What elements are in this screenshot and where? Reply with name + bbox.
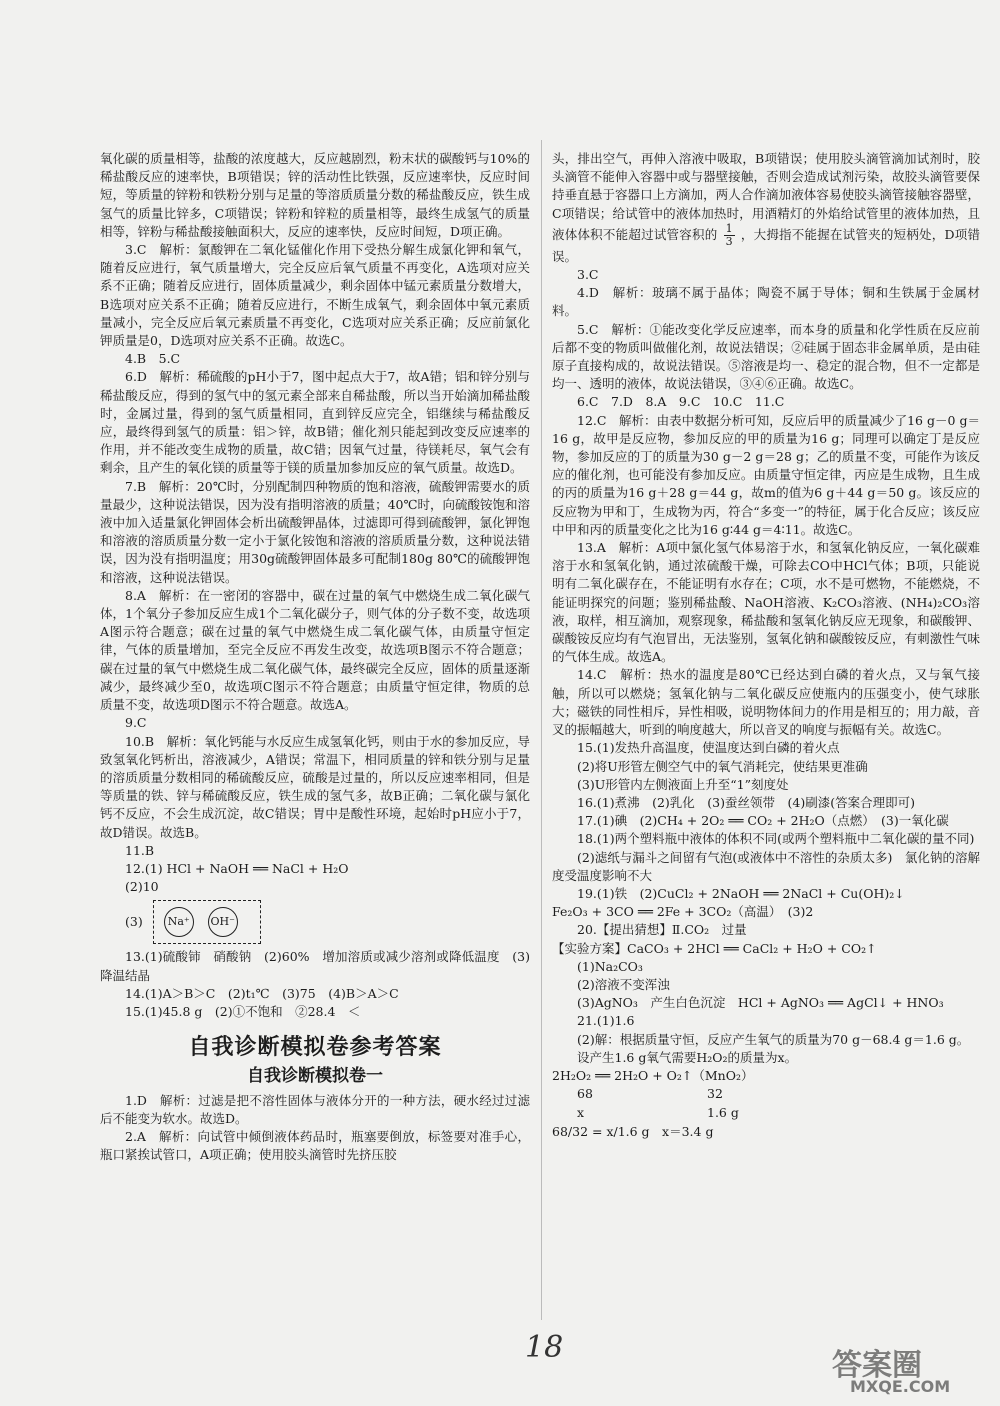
decomposition-equation: 2H₂O₂ ══ 2H₂O + O₂↑（MnO₂） xyxy=(552,1067,754,1083)
exam1-answer-21-1: 21.(1)1.6 xyxy=(577,1013,635,1029)
exam1-answer-20-hypothesis: 20.【提出猜想】Ⅱ.CO₂ 过量 xyxy=(577,922,747,938)
calc-cell: 32 xyxy=(707,1086,723,1102)
exam1-answer-17: 17.(1)碘 (2)CH₄ + 2O₂ ══ CO₂ + 2H₂O（点燃） (3)一氧化碳 xyxy=(577,813,949,829)
fraction-numerator: 1 xyxy=(725,221,733,235)
calculation-grid xyxy=(577,1085,980,1122)
exam1-answer-15-1: 15.(1)发热升高温度，使温度达到白磷的着火点 xyxy=(577,740,840,756)
exam1-answer-5: 5.C 解析：①能改变化学反应速率，而本身的质量和化学性质在反应前后都不变的物质叫做催化剂，故说法错误；②硅属于固态非金属单质，是由硅原子直接构成的，故说法错误。⑤溶液是均一、稳定的混合物，但不一定都是均一、透明的液体，故说法错误，③④⑥正确。故选C。 xyxy=(552,321,980,392)
right-column xyxy=(552,150,980,1141)
exam1-answer-20-2: (2)溶液不变浑浊 xyxy=(577,976,670,992)
exam1-answer-19-eq: Fe₂O₃ + 3CO ══ 2Fe + 3CO₂（高温） (3)2 xyxy=(552,904,814,920)
answer-7: 7.B 解析：20℃时，分别配制四种物质的饱和溶液，硫酸钾需要水的质量最少，这种说法错误，因为没有指明溶液的质量；40℃时，向硫酸铵饱和溶液中加入适量氯化钾固体会析出硫酸钾晶体，过滤即可得到硫酸钾，氯化钾饱和溶液的溶质质量分数一定小于氯化铵饱和溶液的溶质质量分数，这种说法错误，因为没有指明温度；用30g硫酸钾固体最多可配制180g 80℃的硫酸钾饱和溶液，这种说法错误。 xyxy=(100,478,530,585)
calc-cell: 68 xyxy=(577,1086,593,1102)
right-intro-tail: ，大拇指不能握在试管夹的短柄处，D项错误。 xyxy=(552,226,980,264)
right-intro-text: 头，排出空气，再伸入溶液中吸取，B项错误；使用胶头滴管滴加试剂时，胶头滴管不能伸入容器中或与器壁接触，否则会造成试剂污染，故胶头滴管要保持垂直悬于容器口上方滴加，两人合作滴加液体容易使胶头滴管接触容器壁，C项错误；给试管中的液体加热时，用酒精灯的外焰给试管里的液体加热，且液体体积不能超过试管容积的 xyxy=(552,151,980,242)
exam1-answer-18-2: (2)滤纸与漏斗之间留有气泡(或液体中不溶性的杂质太多) 氯化钠的溶解度受温度影响不大 xyxy=(552,849,980,883)
exam1-answer-15-2: (2)将U形管左侧空气中的氧气消耗完，使结果更准确 xyxy=(577,758,868,774)
answer-9: 9.C xyxy=(125,715,147,731)
section-subtitle: 自我诊断模拟卷一 xyxy=(247,1066,383,1087)
answer-4-5: 4.B 5.C xyxy=(125,351,181,367)
ratio-equation: 68/32 = x/1.6 g x＝3.4 g xyxy=(552,1123,714,1139)
exam1-answer-4: 4.D 解析：玻璃不属于晶体；陶瓷不属于导体；铜和生铁属于金属材料。 xyxy=(552,285,980,319)
answer-15: 15.(1)45.8 g (2)①不饱和 ②28.4 ＜ xyxy=(125,1003,361,1019)
answer-11: 11.B xyxy=(125,842,155,858)
exam1-answer-2: 2.A 解析：向试管中倾倒液体药品时，瓶塞要倒放，标签要对准手心，瓶口紧挨试管口，A项正确；使用胶头滴管时先挤压胶 xyxy=(100,1128,530,1163)
watermark-logo: 答案圈 xyxy=(832,1348,922,1383)
left-column xyxy=(100,150,530,1164)
answer-14: 14.(1)A＞B＞C (2)t₁℃ (3)75 (4)B＞A＞C xyxy=(125,985,399,1001)
fraction-one-third xyxy=(724,223,735,248)
exam1-answer-16: 16.(1)煮沸 (2)乳化 (3)蚕丝领带 (4)刷漆(答案合理即可) xyxy=(577,794,915,810)
hydroxide-ion-circle: OH⁻ xyxy=(208,907,238,937)
exam1-answer-19: 19.(1)铁 (2)CuCl₂ + 2NaOH ══ 2NaCl + Cu(OH)₂↓ xyxy=(577,885,905,901)
left-paragraph-intro: 氧化碳的质量相等，盐酸的浓度越大，反应越剧烈，粉末状的碳酸钙与10%的稀盐酸反应的速率快，B项错误；锌的活动性比铁强，反应速率快，反应时间短，等质量的锌粉和铁粉分别与足量的等溶质质量分数的稀盐酸反应，铁生成氢气的质量比锌多，C项错误；锌粉和锌粒的质量相等，最终生成氢气的质量相等，锌粉与稀盐酸接触面积大，反应的速率快，反应时间短，D项正确。 xyxy=(100,151,530,239)
exam1-answer-12: 12.C 解析：由表中数据分析可知，反应后甲的质量减少了16 g－0 g＝16 g，故甲是反应物，参加反应的甲的质量为16 g；同理可以确定丁是反应物，参加反应的丁的质量为30 g－2 g＝28 g；乙的质量不变，可能作为该反应的催化剂，也可能没有参加反应。由质量守恒定律，丙应是生成物，且生成的丙的质量为16 g＋28 g＝44 g，故m的值为6 g＋44 g＝50 g。该反应的反应物为甲和丁，生成物为丙，符合“多变一”的特征，属于化合反应；该反应中甲和丙的质量变化之比为16 g∶44 g＝4∶11。故选C。 xyxy=(552,412,980,537)
exam1-answer-18-1: 18.(1)两个塑料瓶中液体的体积不同(或两个塑料瓶中二氧化碳的量不同) xyxy=(577,831,975,847)
answer-6: 6.D 解析：稀硫酸的pH小于7，图中起点大于7，故A错；铝和锌分别与稀盐酸反应，得到的氢气中的氢元素全部来自稀盐酸，所以当开始滴加稀盐酸时，金属过量，得到的氢气质量相同，直到锌反应完全，铝继续与稀盐酸反应，最终得到氢气的质量：铝＞锌，故B错；催化剂只能起到改变反应速率的作用，并不能改变生成物的质量，故C错；因氧气过量，待镁耗尽，氧气会有剩余，且产生的氧化镁的质量等于镁的质量加参加反应的氧气质量。故选D。 xyxy=(100,369,530,476)
answer-3: 3.C 解析：氯酸钾在二氧化锰催化作用下受热分解生成氯化钾和氧气，随着反应进行，氧气质量增大，完全反应后氧气质量不再变化，A选项对应关系不正确；随着反应进行，固体质量减少，剩余固体中锰元素质量分数增大，B选项对应关系不正确；随着反应进行，不断生成氧气，剩余固体中氧元素质量减小，完全反应后氧元素质量不再变化，C选项对应关系正确；反应前氯化钾质量是0，D选项对应关系不正确。故选C。 xyxy=(100,242,530,349)
section-title: 自我诊断模拟卷参考答案 xyxy=(188,1035,442,1061)
exam1-answer-14: 14.C 解析：热水的温度是80℃已经达到白磷的着火点，又与氧气接触，所以可以燃烧；氢氧化钠与二氧化碳反应使瓶内的压强变小，使气球胀大；磁铁的同性相斥，异性相吸，说明物体间力的作用是相互的；用力敲，音叉的振幅越大，听到的响度越大，所以音叉的响度与振幅有关。故选C。 xyxy=(552,667,980,738)
calc-cell: x xyxy=(577,1105,585,1121)
exam1-answer-13: 13.A 解析：A项中氯化氢气体易溶于水，和氢氧化钠反应，一氧化碳难溶于水和氢氧化钠，通过浓硫酸干燥，可除去CO中HCl气体；B项，只能说明有二氧化碳存在，不能证明有水存在；C项，水不是可燃物，不能燃烧，不能证明探究的问题；鉴别稀盐酸、NaOH溶液、K₂CO₃溶液、(NH₄)₂CO₃溶液，取样，相互滴加，观察现象，稀盐酸和氢氧化钠反应无现象，和碳酸钾、碳酸铵反应均有气泡冒出，无法鉴别，氢氧化钠和碳酸铵反应，有刺激性气味的气体生成。故选A。 xyxy=(552,540,980,665)
sodium-ion-circle: Na⁺ xyxy=(164,907,194,937)
exam1-answer-6-11: 6.C 7.D 8.A 9.C 10.C 11.C xyxy=(577,394,785,410)
ion-diagram-box xyxy=(153,900,261,944)
answer-12-1: 12.(1) HCl + NaOH ══ NaCl + H₂O xyxy=(125,860,349,876)
exam1-answer-20-1: (1)Na₂CO₃ xyxy=(577,958,643,974)
right-paragraph-intro xyxy=(552,150,980,266)
fraction-denominator: 3 xyxy=(725,234,733,248)
exam1-answer-3: 3.C xyxy=(577,267,599,283)
answer-8: 8.A 解析：在一密闭的容器中，碳在过量的氧气中燃烧生成二氧化碳气体，1个氧分子参加反应生成1个二氧化碳分子，则气体的分子数不变，故选项A图示符合题意；碳在过量的氧气中燃烧生成二氧化碳气体，由质量守恒定律，气体的质量增加，至完全反应不再发生改变，故选项B图示不符合题意；碳在过量的氧气中燃烧生成二氧化碳气体，最终碳完全反应，固体的质量逐渐减少，最终减少至0，故选项C图示不符合题意；由质量守恒定律，物质的总质量不变，故选项D图示不符合题意。故选A。 xyxy=(100,587,530,713)
exam1-answer-20-plan: 【实验方案】CaCO₃ + 2HCl ══ CaCl₂ + H₂O + CO₂↑ xyxy=(552,940,877,956)
exam1-answer-20-3: (3)AgNO₃ 产生白色沉淀 HCl + AgNO₃ ══ AgCl↓ + HNO₃ xyxy=(577,995,944,1011)
page-number: 18 xyxy=(525,1330,564,1365)
answer-12-3-label: (3) xyxy=(125,914,143,930)
watermark-url: MXQE.COM xyxy=(850,1377,951,1396)
answer-13: 13.(1)硫酸铈 硝酸钠 (2)60% 增加溶质或减少溶剂或降低温度 (3)降温结晶 xyxy=(100,949,530,983)
ion-diagram-row xyxy=(125,900,530,944)
answer-10: 10.B 解析：氧化钙能与水反应生成氢氧化钙，则由于水的参加反应，导致氢氧化钙析出，溶液减少，A错误；常温下，相同质量的锌和铁分别与足量的溶质质量分数相同的稀硫酸反应，硫酸是过量的，所以反应速率相同，但是等质量的铁、锌与稀硫酸反应，铁生成的氢气多，故B正确；二氧化碳与氯化钙不反应，不会生成沉淀，故C错误；胃中是酸性环境，起始时pH应小于7，故D错误。故选B。 xyxy=(100,733,530,840)
calc-cell: 1.6 g xyxy=(707,1105,739,1121)
exam1-answer-1: 1.D 解析：过滤是把不溶性固体与液体分开的一种方法，硬水经过过滤后不能变为软水。故选D。 xyxy=(100,1092,530,1126)
answer-12-2: (2)10 xyxy=(125,879,159,895)
exam1-answer-15-3: (3)U形管内左侧液面上升至“1”刻度处 xyxy=(577,776,789,792)
exam1-answer-21-assume: 设产生1.6 g氧气需要H₂O₂的质量为x。 xyxy=(577,1049,798,1065)
exam1-answer-21-2: (2)解：根据质量守恒，反应产生氧气的质量为70 g－68.4 g＝1.6 g。 xyxy=(577,1031,970,1047)
column-divider xyxy=(541,140,542,1320)
